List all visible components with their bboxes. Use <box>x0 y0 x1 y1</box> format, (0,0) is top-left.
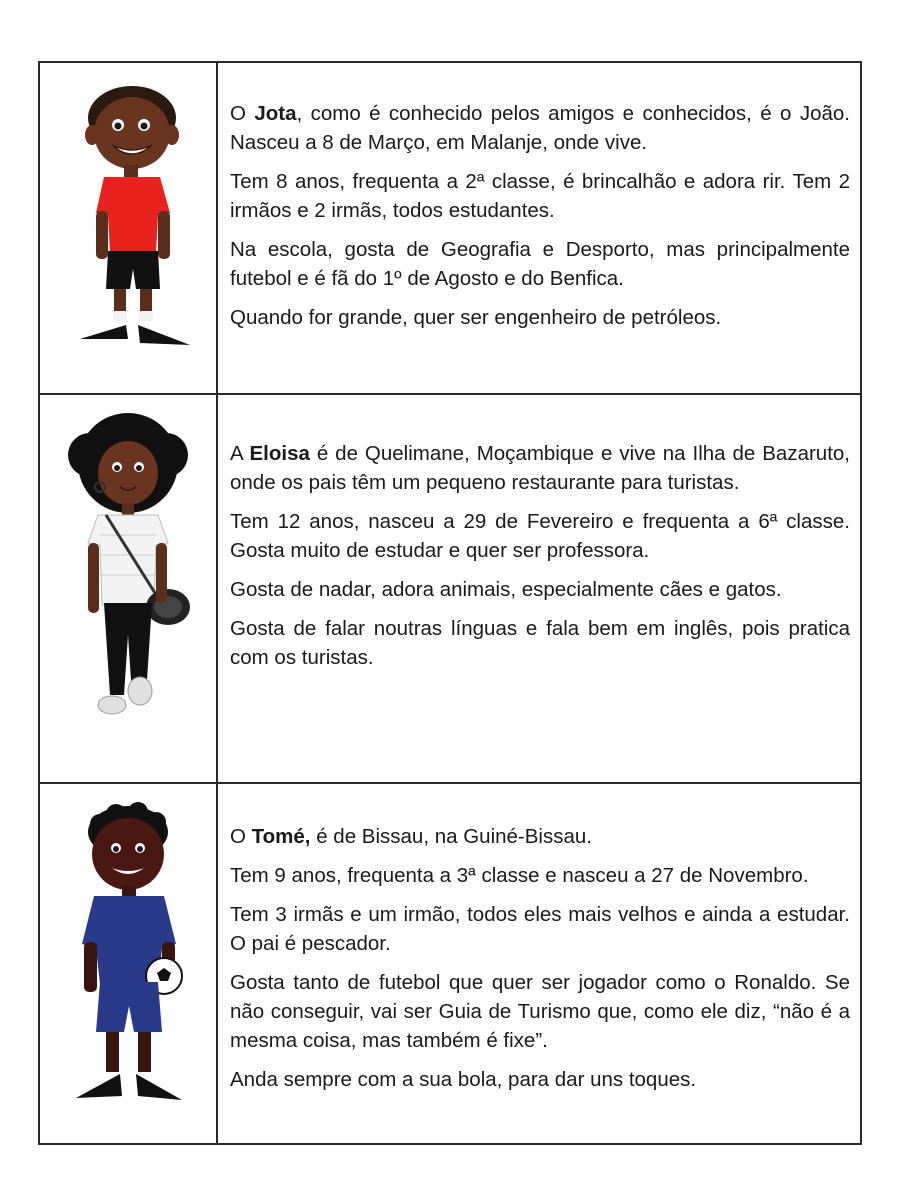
profile-paragraph: Anda sempre com a sua bola, para dar uns toques. <box>230 1068 697 1091</box>
profile-paragraph: Gosta de falar noutras línguas e fala bem em inglês, pois pratica com os turistas. <box>230 617 850 669</box>
profile-paragraph: Quando for grande, quer ser engenheiro de petróleos. <box>230 306 722 329</box>
profile-paragraph: Tem 8 anos, frequenta a 2ª classe, é brincalhão e adora rir. Tem 2 irmãos e 2 irmãs, todos estudantes. <box>230 170 850 222</box>
jota-illustration <box>40 63 216 393</box>
profile-text-tome <box>218 784 860 1145</box>
intro-after: é de Bissau, na Guiné-Bissau. <box>310 825 592 848</box>
profiles-table <box>38 61 862 1145</box>
profile-name: Eloisa <box>249 442 310 465</box>
profile-paragraph: Tem 12 anos, nasceu a 29 de Fevereiro e frequenta a 6ª classe. Gosta muito de estudar e quer ser professora. <box>230 510 850 562</box>
profile-row-eloisa <box>40 395 860 784</box>
profile-intro <box>230 99 850 157</box>
profile-text-eloisa <box>218 395 860 782</box>
profile-paragraph: Tem 3 irmãs e um irmão, todos eles mais velhos e ainda a estudar. O pai é pescador. <box>230 903 850 955</box>
profile-intro <box>230 439 850 497</box>
eloisa-illustration <box>40 395 216 782</box>
profile-paragraph: Gosta de nadar, adora animais, especialmente cães e gatos. <box>230 578 782 601</box>
intro-after: , como é conhecido pelos amigos e conhecidos, é o João. Nasceu a 8 de Março, em Malanje, onde vive. <box>230 102 850 154</box>
intro-before: O <box>230 825 252 848</box>
image-cell <box>40 395 218 782</box>
profile-paragraph: Gosta tanto de futebol que quer ser jogador como o Ronaldo. Se não conseguir, vai ser Guia de Turismo que, como ele diz, “não é a mesma coisa, mas também é fixe”. <box>230 971 850 1052</box>
profile-name: Jota <box>254 102 297 125</box>
profile-paragraph: Tem 9 anos, frequenta a 3ª classe e nasceu a 27 de Novembro. <box>230 864 809 887</box>
profile-paragraph: Na escola, gosta de Geografia e Desporto, mas principalmente futebol e é fã do 1º de Agosto e do Benfica. <box>230 238 850 290</box>
tome-illustration <box>40 784 216 1143</box>
profile-name: Tomé, <box>251 825 311 848</box>
profile-row-tome <box>40 784 860 1145</box>
intro-before: O <box>230 102 255 125</box>
image-cell <box>40 63 218 393</box>
intro-after: é de Quelimane, Moçambique e vive na Ilha de Bazaruto, onde os pais têm um pequeno restaurante para turistas. <box>230 442 850 494</box>
image-cell <box>40 784 218 1145</box>
intro-before: A <box>230 442 250 465</box>
profile-intro <box>230 822 850 851</box>
profile-row-jota <box>40 63 860 395</box>
profile-text-jota <box>218 63 860 393</box>
